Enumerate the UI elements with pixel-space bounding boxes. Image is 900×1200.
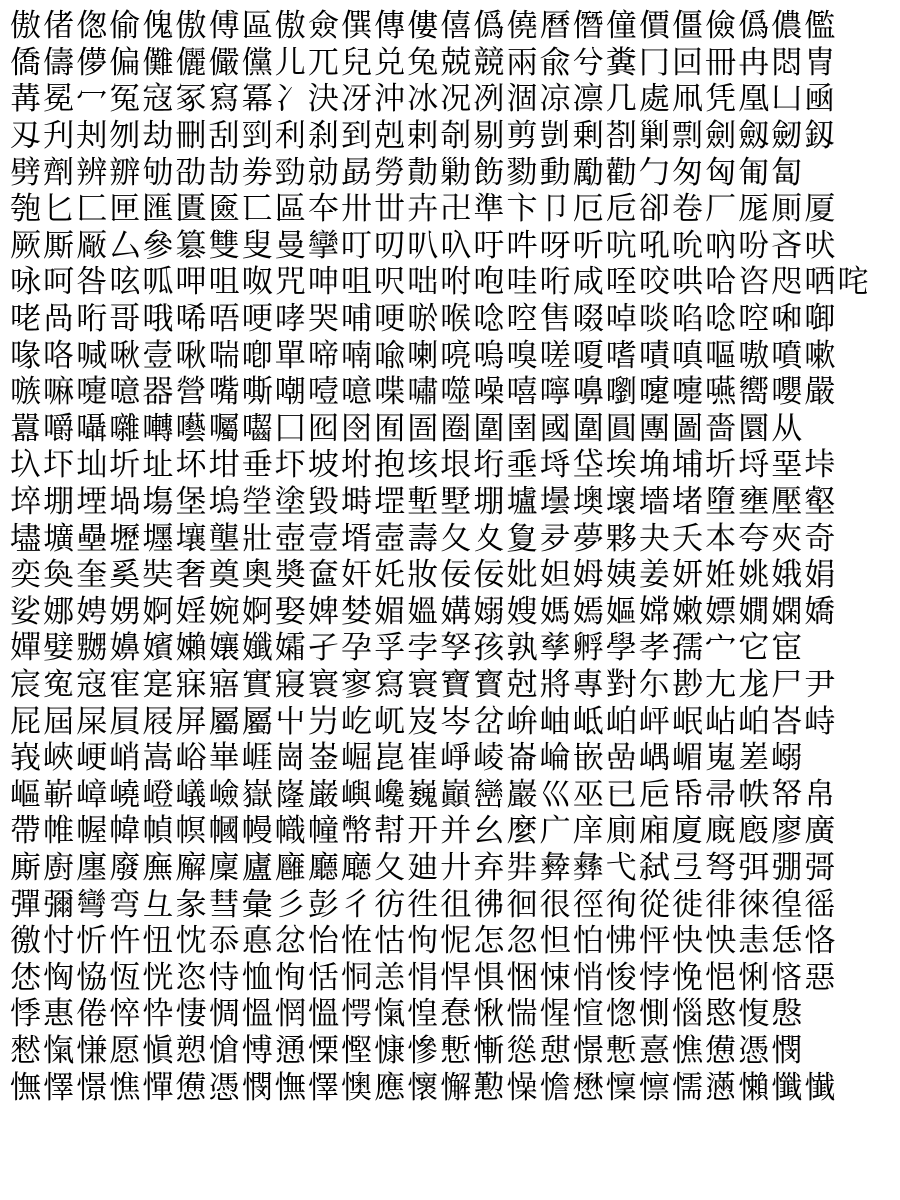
- glyph-line: 傲偖偬偷傀傲傅區傲僉僎傳僂僖僞僥曆僭僮價僵儉僞儂儖: [10, 8, 838, 45]
- glyph-line: 埣堋堙堝塲堡塢塋塗毀塒堽塹墅堋壚壜墺壞墻堵墮壅壓壑: [10, 484, 838, 521]
- glyph-row: [10, 959, 890, 996]
- glyph-row: [10, 594, 890, 631]
- glyph-line: 圦圷圸圻址坏坩垂圷坡坿抱垓垠垳埀埓垈埃埆埔圻埒堊垰: [10, 447, 838, 484]
- glyph-line: 屁屆屎屓屐屏屬屬屮屶屹屼岌岑岔峅岫岻岶岼岷岾岶峇峙: [10, 703, 838, 740]
- glyph-row: [10, 81, 890, 118]
- glyph-row: [10, 374, 890, 411]
- glyph-line: 壗壙壘壢壥壤壟壯壺壹壻壼壽夂夊夐夛夢夥夬夭本夸夾奇: [10, 520, 838, 557]
- glyph-row: [10, 703, 890, 740]
- glyph-row: [10, 228, 890, 265]
- glyph-row: [10, 301, 890, 338]
- glyph-line: 劈劑辨辧劬劭劼劵勁勍勗勞勣勦飭勠動勵勸勹匆匈匍匐: [10, 154, 805, 191]
- glyph-line: 僑儔儚偏儺儷儼儻儿兀兒兑兔兢競兩兪兮糞冂回冊冉悶冑: [10, 44, 838, 81]
- glyph-line: 奕奐奎奚奘奢奠奧奬奩奸奼妝佞佞妣妲姆姨姜妍姙姚娥娟: [10, 557, 838, 594]
- glyph-row: [10, 813, 890, 850]
- glyph-row: [10, 1069, 890, 1106]
- glyph-row: [10, 850, 890, 887]
- glyph-row: [10, 191, 890, 228]
- glyph-row: [10, 264, 890, 301]
- glyph-row: [10, 447, 890, 484]
- glyph-line: 咏呵咎呟呱呷咀呶咒呻咀呎咄咐咆哇哘咸咥咬哄哈咨咫哂咤: [10, 264, 871, 301]
- glyph-line: 喙咯喊啾壹啾喘喞單啼喃喩喇喨嗚嗅嗟嗄嗜嘖嗔嘔嗷噴嗽: [10, 337, 838, 374]
- glyph-row: [10, 45, 890, 82]
- glyph-row: [10, 740, 890, 777]
- glyph-line: 峩峽峺峭嵩峪崋崕崗崟崛崑崔崢崚崙崘嵌嵒嵎嵋嵬嵳嵶: [10, 740, 805, 777]
- glyph-line: 娑娜娉娚婀婬婉婀娶婢婪媚媼媾嫋嫂媽嫣嫗嫦嫩嫖嫺嫻嬌: [10, 593, 838, 630]
- glyph-row: [10, 996, 890, 1033]
- glyph-line: 廝廚廛廢廡廨廩廬廱廳廰夂廸廾弃弉彜彝弋弑弖弩弭弸彁: [10, 849, 838, 886]
- glyph-line: 徼忖忻忤忸忱忝悳忿怡恠怙怐怩怎忽怛怕怫怦快怏恚恁恪: [10, 923, 838, 960]
- glyph-row: [10, 776, 890, 813]
- glyph-line: 匏匕匚匣匯匱匳匸區夲卅丗卉卍準卞卩厄卮卻卷厂厖厠厦: [10, 191, 838, 228]
- glyph-line: 冓冕冖冤寇冢寫冪冫決冴沖冰况冽涸凉凛几處凧凭凰凵凾: [10, 81, 838, 118]
- glyph-line: 憖愾慊愿愼愬愴愽慂慄慳慷慘慙慚慫憇憬慙憙憔憊憑憫: [10, 1032, 805, 1069]
- glyph-line: 囂嚼囁囃囀囈囑囓囗囮囹囿圄圈圍圉國圍圓團圖嗇圜从: [10, 410, 805, 447]
- glyph-line: 刄刋刔刎劫刪刮剄利刹到剋剌剞剔剪剴剰剳剿剽劍劔劒釼: [10, 118, 838, 155]
- glyph-row: [10, 1033, 890, 1070]
- glyph-line: 咾咼哘哥哦唏唔哽哮哭哺哽唹喉唸啌售啜啅啖啗唸啌啝啣: [10, 301, 838, 338]
- glyph-row: [10, 630, 890, 667]
- glyph-row: [10, 484, 890, 521]
- glyph-row: [10, 520, 890, 557]
- glyph-line: 彈彌彎弯彑彖彗彙彡彭彳彷徃徂彿徊很徑徇從徙徘徠徨徭: [10, 886, 838, 923]
- glyph-line: 嗾嘛嚏噫器營嘴嘶嘲噎噫喋嘯噬噪嘻嚀嚊嚠嚔嚏嚥嚮嚶嚴: [10, 374, 838, 411]
- glyph-line: 悸惠倦悴忰悽惆慍惘慍愕愾惶惷愀惴惺愃愡惻惱愍愎慇: [10, 996, 805, 1033]
- glyph-row: [10, 557, 890, 594]
- glyph-line: 宸寃寇寉寔寐寤實寢寰寥寫寰寶寳尅將專對尓尠尢尨尸尹: [10, 666, 838, 703]
- glyph-row: [10, 411, 890, 448]
- glyph-line: 帶帷幄幃幀幎幗幔幟幢幣幇开并幺麼广庠廁廂廈廐廏廖廣: [10, 813, 838, 850]
- glyph-row: [10, 923, 890, 960]
- glyph-line: 憮懌憬憔憚憊憑憫憮懌懊應懷懈懃懆憺懋懍懔懦懣懶懺懴: [10, 1069, 838, 1106]
- glyph-line: 嶇嶄嶂嶢嶝嶬嶮嶽嶐巌嶼巉巍巓巒巖巛巫已巵帋帚帙帑帛: [10, 776, 838, 813]
- glyph-row: [10, 154, 890, 191]
- glyph-line: 厥厮厰厶參簒雙叟曼攣叮叨叭叺吁吽呀听吭吼吮吶吩吝吠: [10, 227, 838, 264]
- glyph-row: [10, 118, 890, 155]
- glyph-row: [10, 667, 890, 704]
- glyph-row: [10, 337, 890, 374]
- glyph-line: 嬋嬖嬲嬶嬪嬾孃孅孀孑孕孚孛孥孩孰孳孵學孝孺宀它宦: [10, 630, 805, 667]
- glyph-row: [10, 886, 890, 923]
- glyph-line: 恷恟恊恆恍恣恃恤恂恬恫恙悁悍惧悃悚悄悛悖悗悒悧悋惡: [10, 959, 838, 996]
- glyph-row: [10, 8, 890, 45]
